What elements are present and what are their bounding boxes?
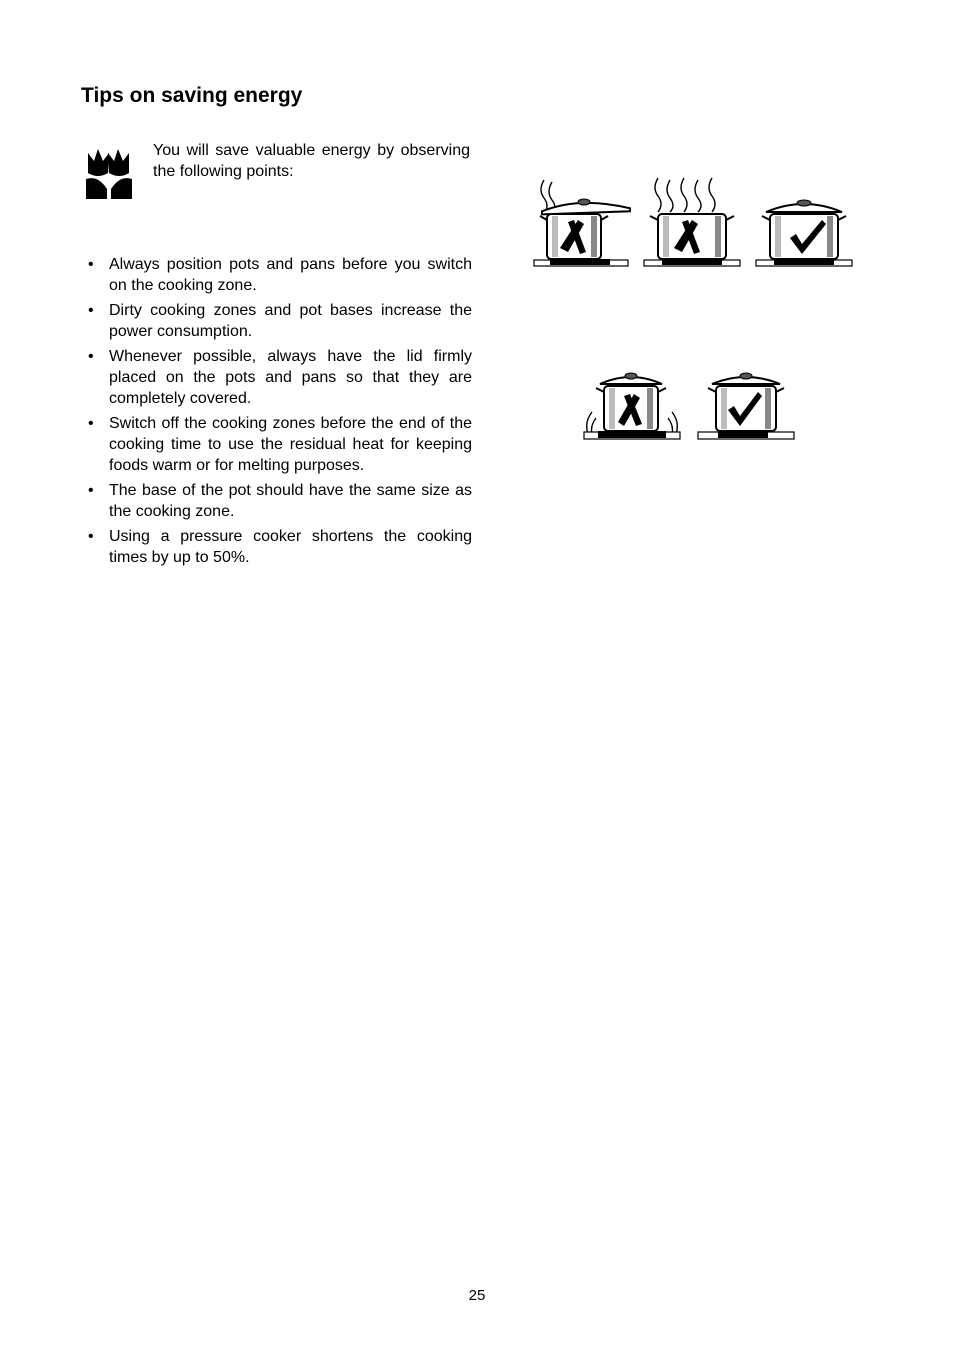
pot-lid-on-illustration: [756, 200, 852, 266]
pot-correct-size-illustration: [698, 373, 794, 439]
tip-text: Dirty cooking zones and pot bases increase the power consumption.: [109, 302, 472, 340]
pot-no-lid-illustration: [644, 178, 740, 266]
list-item: [88, 346, 472, 409]
pot-lid-ajar-illustration: [534, 180, 630, 266]
tips-list: [88, 254, 472, 572]
tulip-icon: [84, 145, 134, 199]
page-title: Tips on saving energy: [81, 84, 303, 107]
size-comparison-figure: [580, 368, 800, 444]
page-number: 25: [468, 1287, 486, 1304]
bullet: •: [88, 256, 94, 273]
intro-text: You will save valuable energy by observing the following points:: [153, 142, 470, 180]
tip-text: Using a pressure cooker shortens the cooking times by up to 50%.: [109, 528, 472, 566]
tip-text: Switch off the cooking zones before the end of the cooking time to use the residual heat for keeping foods warm or for melting purposes.: [109, 415, 472, 474]
list-item: [88, 254, 472, 296]
bullet: •: [88, 415, 94, 432]
bullet: •: [88, 348, 94, 365]
tip-text: Whenever possible, always have the lid firmly placed on the pots and pans so that they are completely covered.: [109, 348, 472, 407]
bullet: •: [88, 482, 94, 499]
tip-text: Always position pots and pans before you switch on the cooking zone.: [109, 256, 472, 294]
list-item: [88, 480, 472, 522]
list-item: [88, 413, 472, 476]
tip-text: The base of the pot should have the same size as the cooking zone.: [109, 482, 472, 520]
list-item: [88, 300, 472, 342]
bullet: •: [88, 302, 94, 319]
bullet: •: [88, 528, 94, 545]
lid-comparison-figure: [530, 176, 860, 272]
list-item: [88, 526, 472, 568]
pot-too-small-illustration: [584, 373, 680, 439]
